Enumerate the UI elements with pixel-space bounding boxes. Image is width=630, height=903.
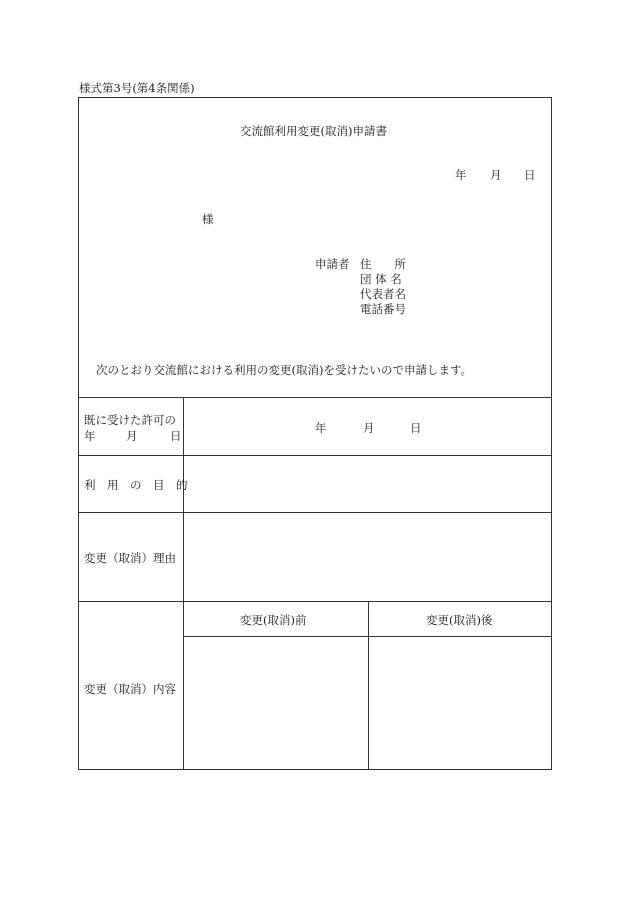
form-title: 交流館利用変更(取消)申請書 [240,124,387,138]
label-column-divider [183,397,184,770]
permit-date-month: 月 [363,421,375,435]
reason-label: 変更（取消）理由 [84,551,176,565]
table-top-border [78,397,552,398]
after-content-field[interactable] [370,638,550,768]
date-month-label: 月 [490,168,502,182]
date-year-label: 年 [455,168,467,182]
purpose-field[interactable] [185,457,550,510]
content-label: 変更（取消）内容 [84,682,176,696]
applicant-heading: 申請者 [315,257,350,271]
applicant-org-label: 団 体 名 [360,272,402,286]
application-statement: 次のとおり交流館における利用の変更(取消)を受けたいので申請します。 [96,363,473,377]
permit-label: 既に受けた許可の [84,413,176,427]
row-divider-3 [78,601,552,602]
before-column-header: 変更(取消)前 [240,613,307,627]
applicant-address-label: 住 所 [360,257,406,271]
row-divider-1 [78,455,552,456]
permit-label-day: 日 [170,429,182,443]
before-after-divider [368,601,369,770]
permit-date-year: 年 [315,421,327,435]
row-divider-2 [78,512,552,513]
date-day-label: 日 [524,168,536,182]
permit-date-day: 日 [410,421,422,435]
permit-label-month: 月 [126,429,138,443]
before-content-field[interactable] [185,638,366,768]
applicant-phone-label: 電話番号 [360,302,406,316]
form-number-label: 様式第3号(第4条関係) [79,81,195,95]
reason-field[interactable] [185,514,550,599]
addressee-suffix: 様 [202,212,214,226]
applicant-representative-label: 代表者名 [360,287,406,301]
after-column-header: 変更(取消)後 [426,613,493,627]
permit-label-year: 年 [84,429,96,443]
purpose-label: 利 用 の 目 的 [84,478,188,492]
